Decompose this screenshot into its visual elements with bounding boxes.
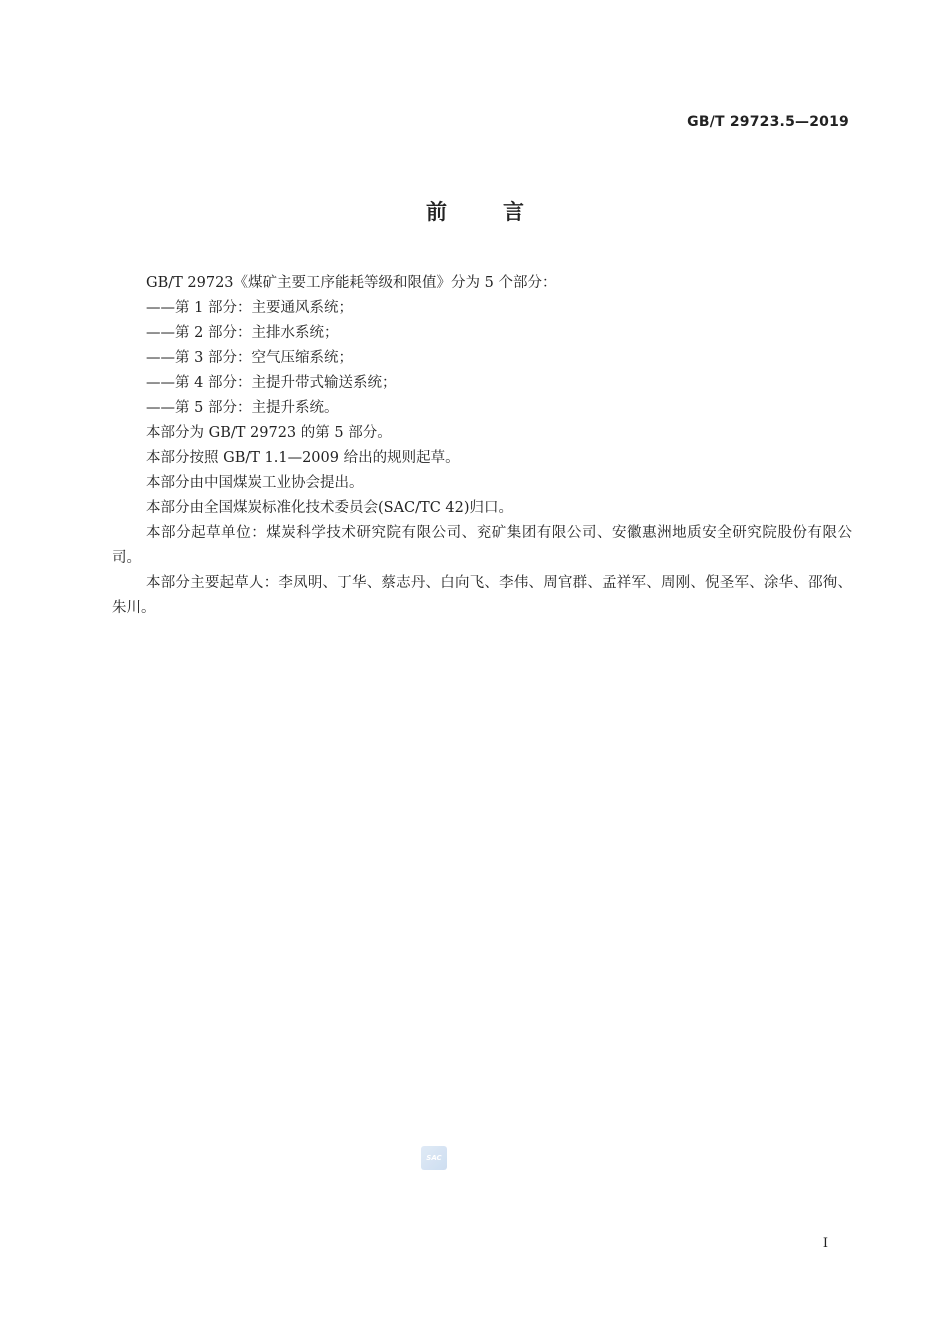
- sac-watermark-logo: SAC: [421, 1146, 447, 1170]
- page-title: 前言: [426, 200, 580, 224]
- intro-paragraph: GB/T 29723《煤矿主要工序能耗等级和限值》分为 5 个部分：: [146, 275, 557, 291]
- part-of-paragraph: 本部分为 GB/T 29723 的第 5 部分。: [146, 425, 392, 441]
- proposed-by-paragraph: 本部分由中国煤炭工业协会提出。: [146, 475, 364, 491]
- drafters-paragraph: 本部分主要起草人：李凤明、丁华、蔡志丹、白向飞、李伟、周官群、孟祥军、周刚、倪圣军、涂华、邵徇、朱川。: [112, 575, 852, 616]
- standard-number: GB/T 29723.5—2019: [687, 114, 849, 130]
- list-item: ——第 2 部分：主排水系统；: [146, 325, 339, 341]
- list-item: ——第 3 部分：空气压缩系统；: [146, 350, 353, 366]
- list-item: ——第 5 部分：主提升系统。: [146, 400, 339, 416]
- drafting-rules-paragraph: 本部分按照 GB/T 1.1—2009 给出的规则起草。: [146, 450, 460, 466]
- page-number: I: [822, 1236, 828, 1251]
- list-item: ——第 4 部分：主提升带式输送系统；: [146, 375, 397, 391]
- foreword-body: [112, 271, 852, 621]
- drafting-units-paragraph: 本部分起草单位：煤炭科学技术研究院有限公司、兖矿集团有限公司、安徽惠洲地质安全研究院股份有限公司。: [112, 525, 852, 566]
- list-item: ——第 1 部分：主要通风系统；: [146, 300, 353, 316]
- centralized-by-paragraph: 本部分由全国煤炭标准化技术委员会(SAC/TC 42)归口。: [146, 500, 514, 516]
